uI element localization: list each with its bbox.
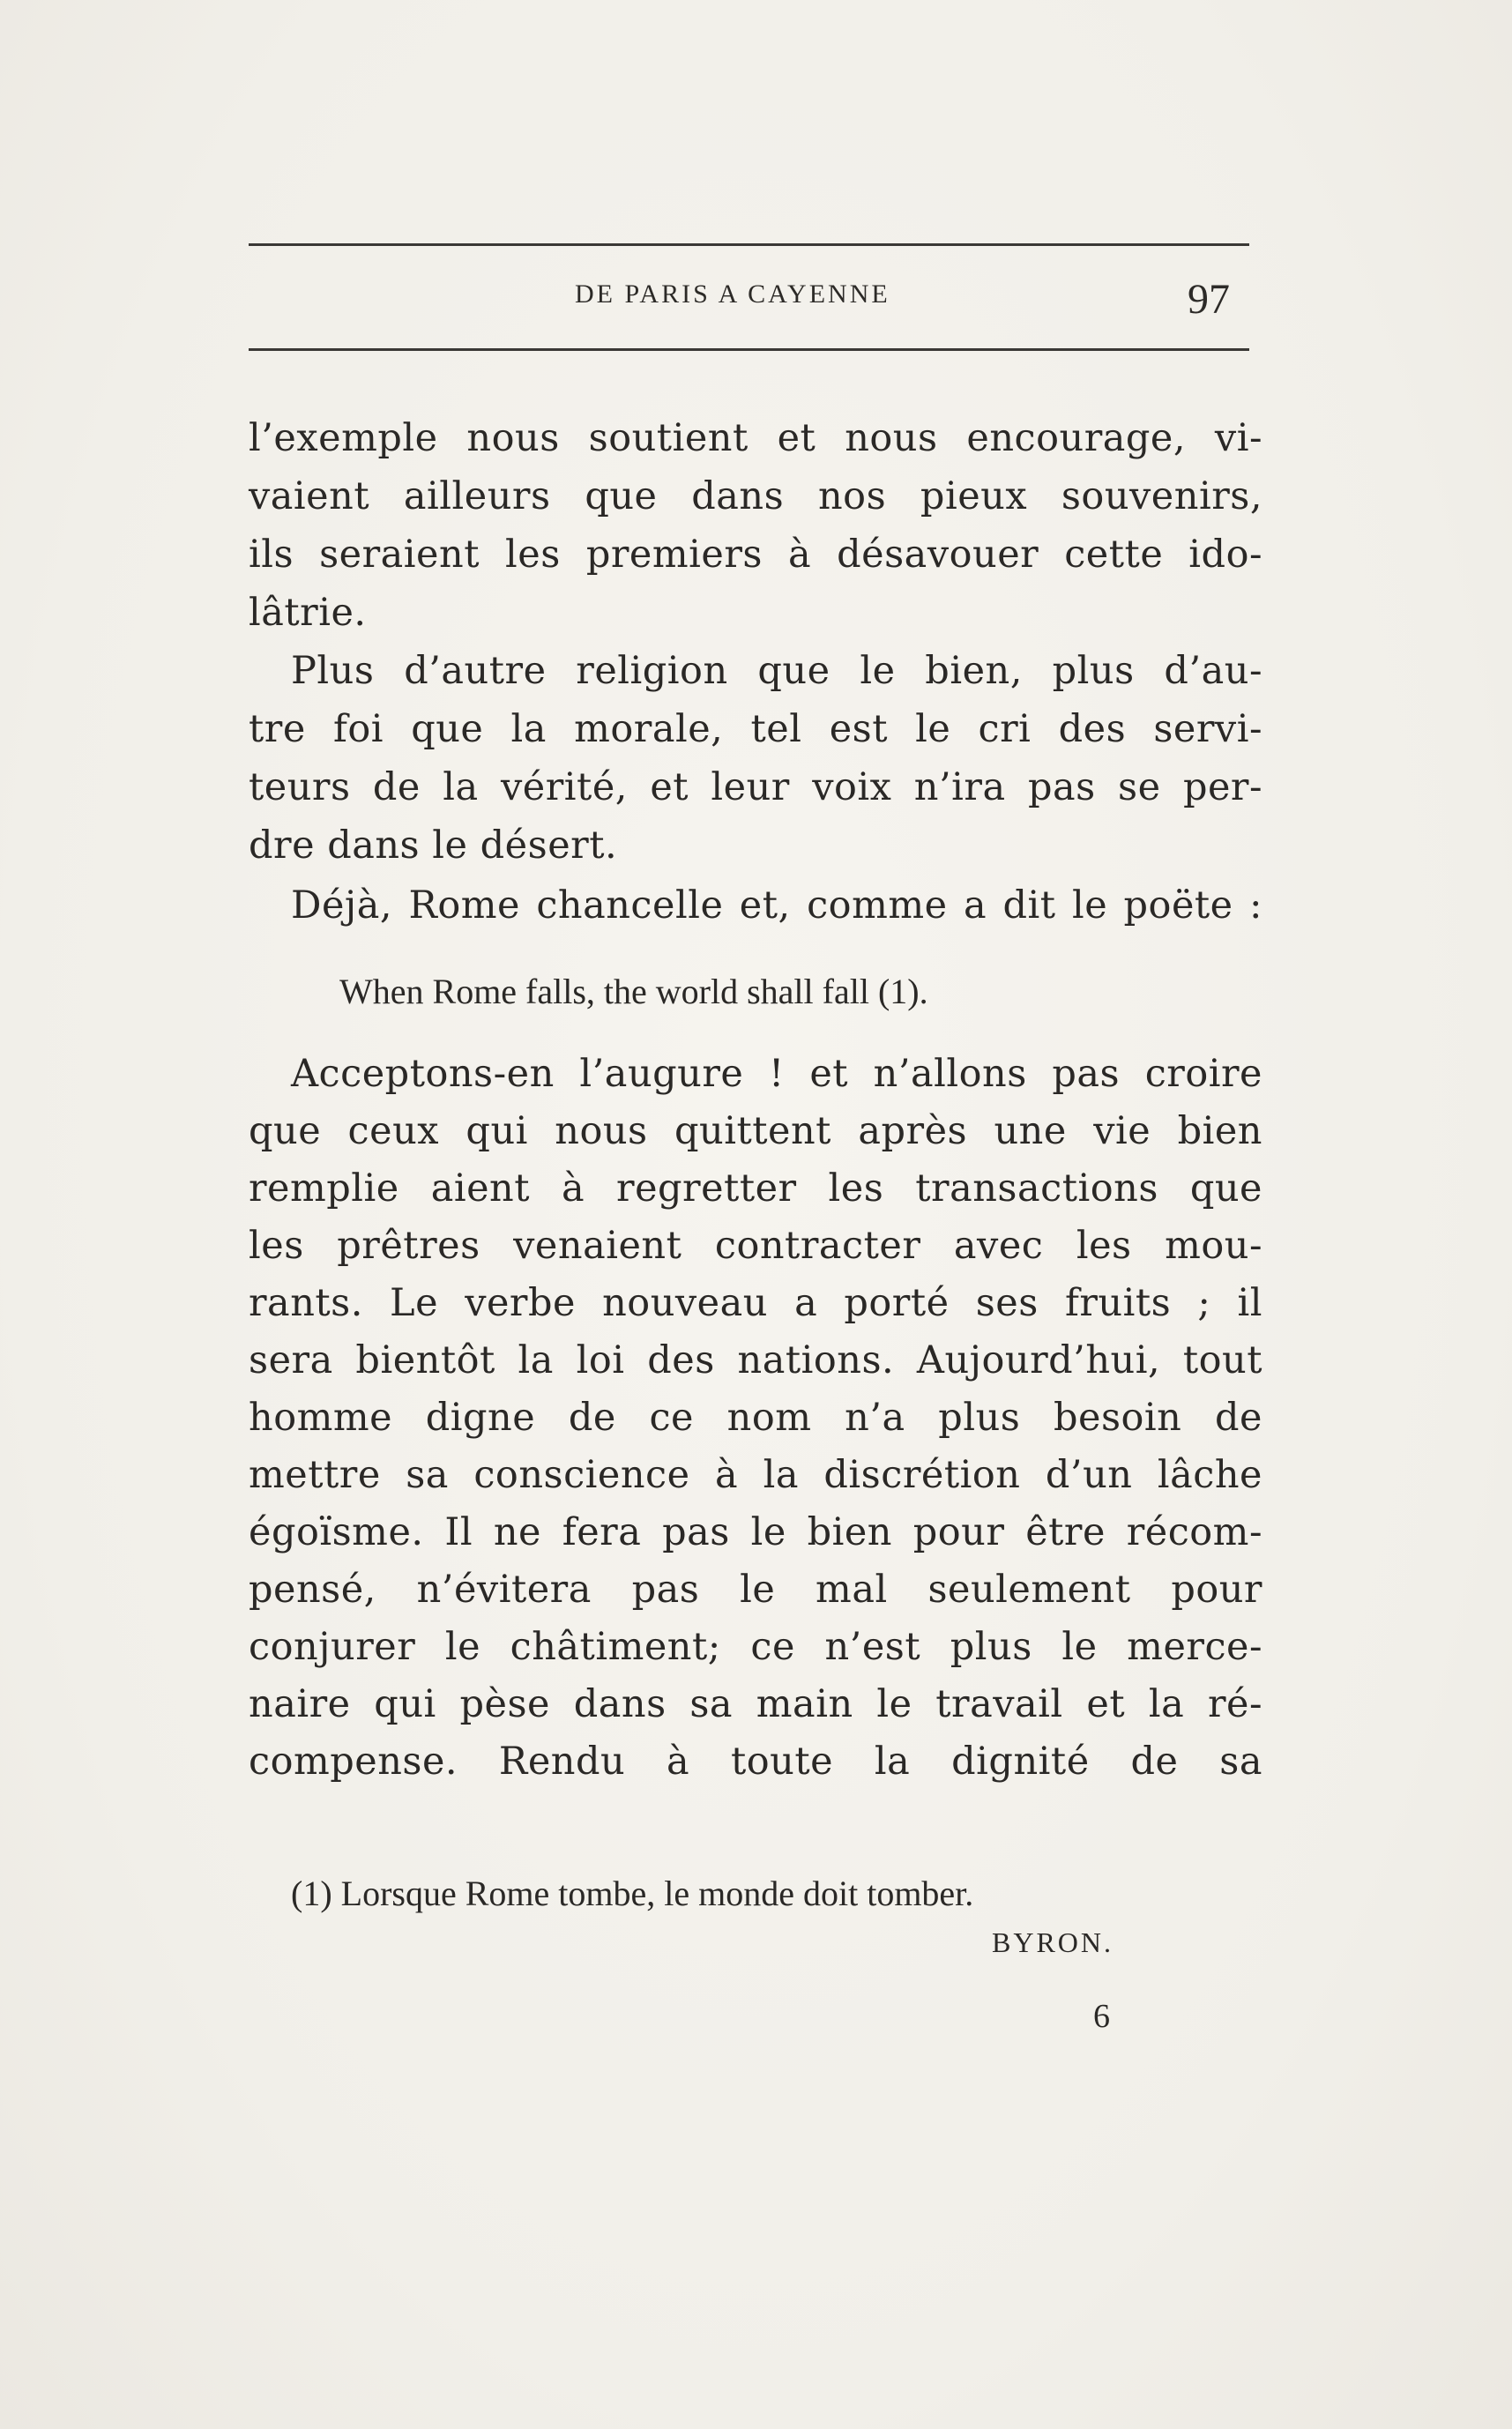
text-line: rants. Le verbe nouveau a porté ses fruits ; il [249,1281,1262,1325]
footnote: (1) Lorsque Rome tombe, le monde doit tomber. [291,1874,974,1913]
text-line: dre dans le désert. [249,823,618,868]
text-line: homme digne de ce nom n’a plus besoin de [249,1396,1262,1440]
text-line: sera bientôt la loi des nations. Aujourd’hui, tout [249,1338,1262,1382]
header-top-rule [249,243,1249,246]
text-line: naire qui pèse dans sa main le travail et la ré- [249,1682,1262,1726]
text-line: tre foi que la morale, tel est le cri des servi- [249,707,1262,751]
text-line: égoïsme. Il ne fera pas le bien pour être récom- [249,1510,1262,1554]
text-line: ils seraient les premiers à désavouer cette ido- [249,533,1262,577]
verse-quote: When Rome falls, the world shall fall (1). [339,972,928,1011]
text-line: mettre sa conscience à la discrétion d’un lâche [249,1453,1262,1497]
text-line: les prêtres venaient contracter avec les mou- [249,1224,1262,1268]
running-head [249,275,1249,323]
text-line: lâtrie. [249,591,367,635]
text-line: compense. Rendu à toute la dignité de sa [249,1740,1262,1784]
text-line: conjurer le châtiment; ce n’est plus le merce- [249,1625,1262,1669]
text-line: Plus d’autre religion que le bien, plus d’au- [291,649,1262,693]
text-line: vaient ailleurs que dans nos pieux souvenirs, [249,474,1262,518]
text-line: teurs de la vérité, et leur voix n’ira pas se per- [249,765,1262,809]
text-line: l’exemple nous soutient et nous encourage, vi- [249,416,1262,460]
text-line: pensé, n’évitera pas le mal seulement pour [249,1568,1262,1612]
footnote-author: BYRON. [992,1926,1114,1958]
header-bottom-rule [249,348,1249,351]
page-number: 97 [1188,276,1230,323]
signature-mark: 6 [1093,1998,1110,2035]
text-line: Acceptons-en l’augure ! et n’allons pas croire [291,1052,1262,1096]
text-line: Déjà, Rome chancelle et, comme a dit le poëte : [291,883,1262,928]
text-line: remplie aient à regretter les transactions que [249,1166,1262,1211]
text-line: que ceux qui nous quittent après une vie bien [249,1109,1262,1153]
running-title: DE PARIS A CAYENNE [575,279,890,309]
